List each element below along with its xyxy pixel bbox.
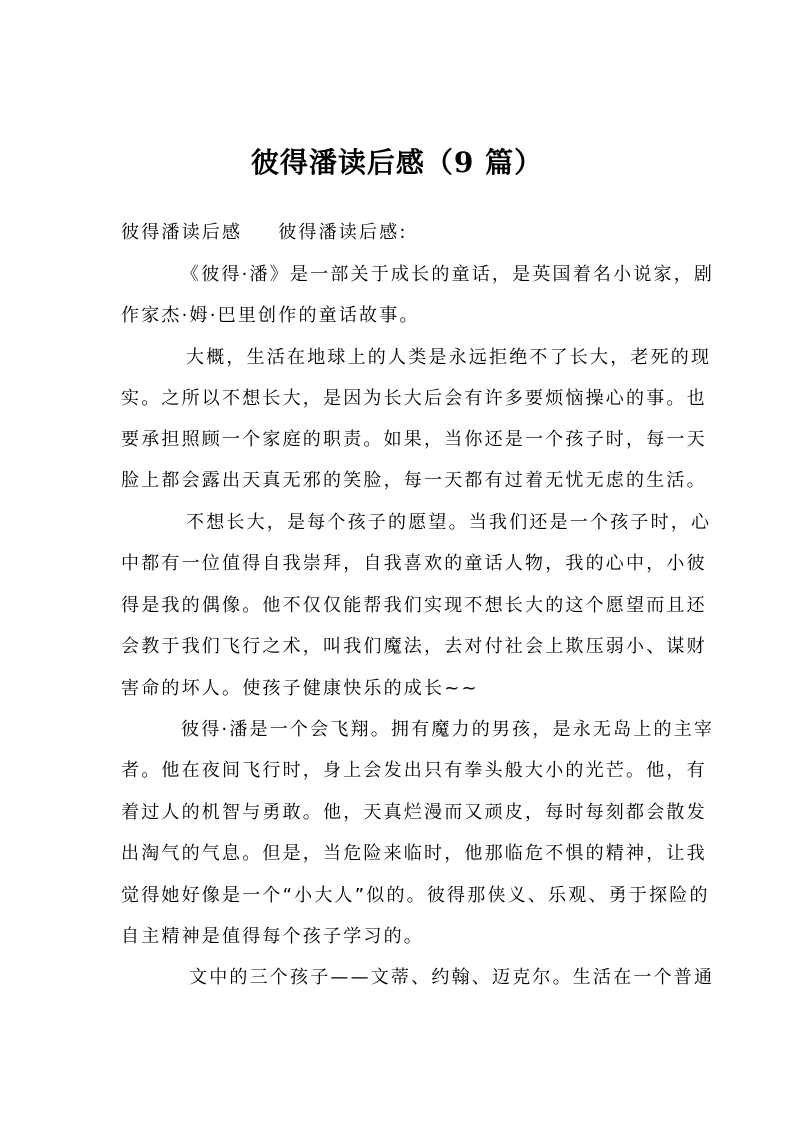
subtitle-line — [121, 221, 408, 245]
paragraph-4-line-1: 彼得·潘是一个会飞翔。拥有魔力的男孩，是永无岛上的主宰 — [181, 719, 715, 740]
paragraph-2-line-1: 大概，生活在地球上的人类是永远拒绝不了长大，老死的现 — [186, 347, 712, 368]
paragraph-4-line-6: 自主精神是值得每个孩子学习的。 — [121, 926, 424, 947]
paragraph-3-line-5: 害命的坏人。使孩子健康快乐的成长~~ — [121, 678, 479, 699]
paragraph-1-line-2: 作家杰·姆·巴里创作的童话故事。 — [121, 305, 420, 326]
paragraph-2-line-2: 实。之所以不想长大，是因为长大后会有许多要烦恼操心的事。也 — [121, 388, 707, 409]
paragraph-3-line-1: 不想长大，是每个孩子的愿望。当我们还是一个孩子时，心 — [186, 512, 712, 533]
paragraph-2-line-4: 脸上都会露出天真无邪的笑脸，每一天都有过着无忧无虑的生活。 — [121, 470, 707, 491]
subtitle-right: 彼得潘读后感: — [278, 222, 408, 243]
paragraph-4-line-3: 着过人的机智与勇敢。他，天真烂漫而又顽皮，每时每刻都会散发 — [121, 802, 707, 823]
paragraph-4-line-4: 出淘气的气息。但是，当危险来临时，他那临危不惧的精神，让我 — [121, 843, 707, 864]
subtitle-left: 彼得潘读后感 — [121, 222, 243, 243]
paragraph-1-line-1: 《彼得·潘》是一部关于成长的童话，是英国着名小说家，剧 — [181, 264, 715, 285]
paragraph-3-line-4: 会教于我们飞行之术，叫我们魔法，去对付社会上欺压弱小、谋财 — [121, 636, 707, 657]
paragraph-3-line-3: 得是我的偶像。他不仅仅能帮我们实现不想长大的这个愿望而且还 — [121, 595, 707, 616]
document-title: 彼得潘读后感（9 篇） — [250, 146, 544, 179]
paragraph-4-line-5: 觉得她好像是一个“小大人”似的。彼得那侠义、乐观、勇于探险的 — [121, 885, 710, 906]
paragraph-5-line-1: 文中的三个孩子——文蒂、约翰、迈克尔。生活在一个普通 — [189, 967, 715, 988]
paragraph-2-line-3: 要承担照顾一个家庭的职责。如果，当你还是一个孩子时，每一天 — [121, 429, 707, 450]
paragraph-3-line-2: 中都有一位值得自我崇拜，自我喜欢的童话人物，我的心中，小彼 — [121, 553, 707, 574]
paragraph-4-line-2: 者。他在夜间飞行时，身上会发出只有拳头般大小的光芒。他，有 — [121, 760, 707, 781]
